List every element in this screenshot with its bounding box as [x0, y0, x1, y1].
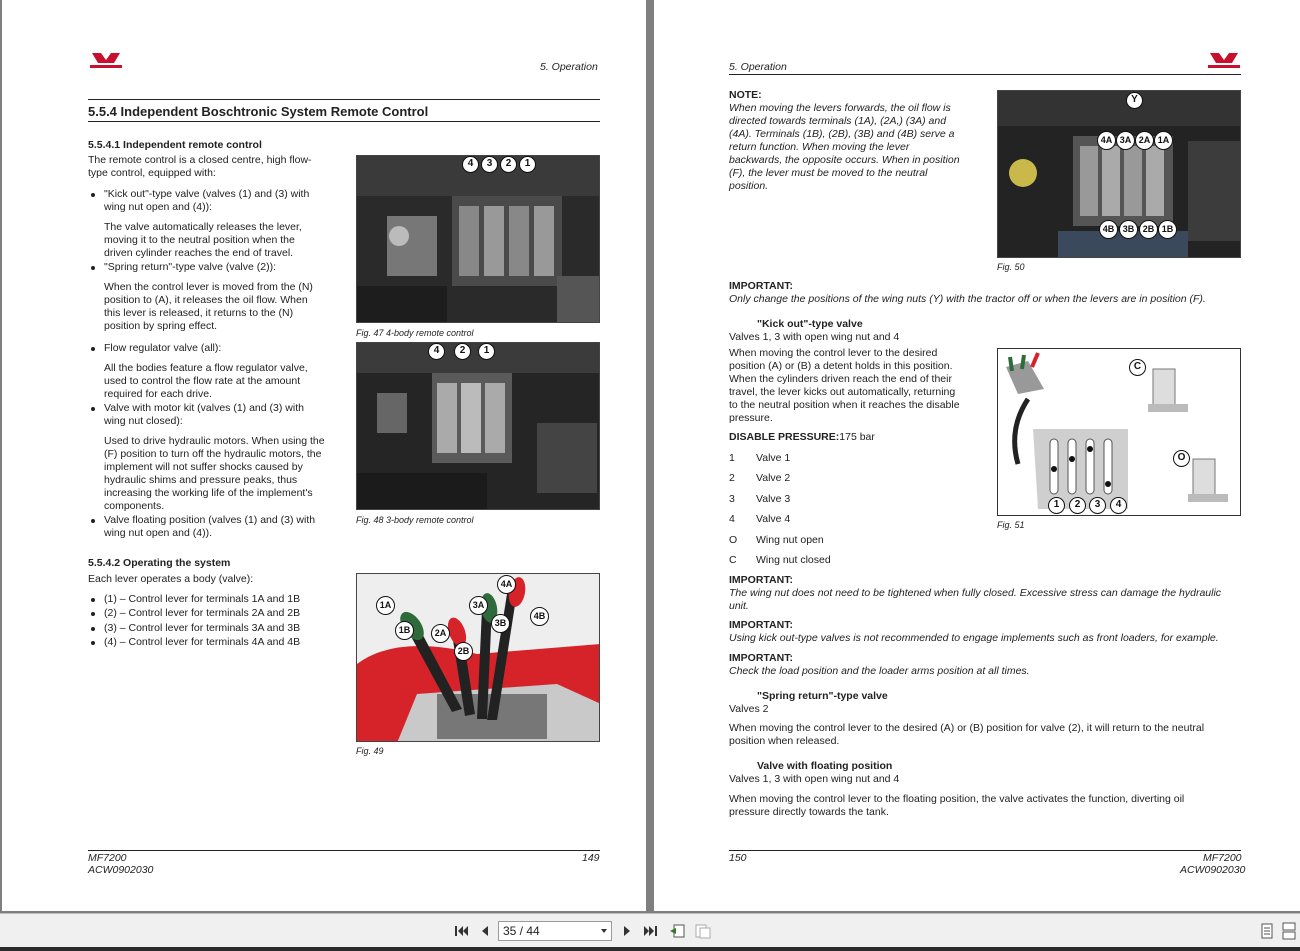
next-page-icon[interactable]	[618, 922, 636, 940]
bullet-desc: moving it to the neutral position when the	[104, 234, 295, 246]
figure-50-caption: Fig. 50	[997, 262, 1025, 272]
callout-2a: 2A	[431, 624, 450, 643]
important-text: unit.	[729, 600, 749, 612]
page-number: 149	[582, 852, 600, 864]
note-text: position.	[729, 180, 769, 192]
callout-4: 4	[462, 156, 479, 173]
bullet-text: wing nut open and (4)).	[104, 527, 212, 539]
viewer-toolbar	[0, 913, 1300, 947]
go-forward-icon[interactable]	[694, 922, 712, 940]
callout-3: 3	[1089, 497, 1106, 514]
spring-return-title: "Spring return"-type valve	[757, 690, 888, 702]
callout-2: 2	[1069, 497, 1086, 514]
footer-code: ACW0902030	[1180, 864, 1246, 876]
floating-desc: When moving the control lever to the floating position, the valve activates the function, diverting oil	[729, 793, 1185, 805]
bullet	[91, 612, 95, 616]
bullet-desc: required for each drive.	[104, 388, 212, 400]
callout-3a: 3A	[469, 596, 488, 615]
continuous-view-icon[interactable]	[1280, 922, 1298, 940]
go-back-icon[interactable]	[668, 922, 686, 940]
massey-ferguson-logo	[1206, 52, 1242, 70]
bullet-desc: The valve automatically releases the lever,	[104, 221, 302, 233]
intro-line: type control, equipped with:	[88, 167, 216, 179]
figure-49-caption: Fig. 49	[356, 746, 384, 756]
legend-key: 4	[729, 513, 735, 525]
bullet-text: Valve floating position (valves (1) and (3) with	[104, 514, 316, 526]
kick-out-desc: travel, the lever kicks out automatically, returning	[729, 386, 956, 398]
bullet-desc: driven cylinder reaches the end of travel.	[104, 247, 294, 259]
page-150	[654, 0, 1300, 911]
callout-1a: 1A	[376, 596, 395, 615]
figure-47-caption: Fig. 47 4-body remote control	[356, 328, 474, 338]
important-label: IMPORTANT:	[729, 280, 793, 292]
legend-value: Valve 4	[756, 513, 791, 525]
lever-item: (3) – Control lever for terminals 3A and 3B	[104, 622, 301, 634]
bullet-desc: position to (A), it releases the oil flow. When	[104, 294, 308, 306]
note-text: directed towards terminals (1A), (2A,) (3A) and	[729, 115, 947, 127]
important-label: IMPORTANT:	[729, 619, 793, 631]
figure-47-photo	[356, 155, 600, 323]
callout-1: 1	[478, 343, 495, 360]
callout-4a: 4A	[497, 575, 516, 594]
bullet-desc: this lever is released, it returns to the (N)	[104, 307, 294, 319]
single-page-view-icon[interactable]	[1258, 922, 1276, 940]
massey-ferguson-logo	[88, 52, 124, 70]
bullet-desc: increasing the working life of the implement's	[104, 487, 313, 499]
disable-pressure-label: DISABLE PRESSURE:	[729, 431, 840, 443]
intro-line: The remote control is a closed centre, high flow-	[88, 154, 312, 166]
callout-1: 1	[519, 156, 536, 173]
kick-out-desc: to the neutral position when it reaches the disable	[729, 399, 960, 411]
callout-1a: 1A	[1154, 131, 1173, 150]
important-text: Only change the positions of the wing nuts (Y) with the tractor off or when the levers are in position (F).	[729, 293, 1206, 305]
bullet-desc: used to control the flow rate at the amount	[104, 375, 301, 387]
callout-4a: 4A	[1097, 131, 1116, 150]
note-text: (4A). Terminals (1B), (2B), (3B) and (4B) serve a	[729, 128, 955, 140]
callout-2: 2	[454, 343, 471, 360]
subsection-title: 5.5.4.2 Operating the system	[88, 557, 231, 569]
callout-o: O	[1173, 450, 1190, 467]
bullet	[91, 407, 95, 411]
legend-key: O	[729, 534, 738, 546]
callout-1: 1	[1048, 497, 1065, 514]
note-text: return function. When moving the lever	[729, 141, 910, 153]
figure-51-illustration	[997, 348, 1241, 516]
legend-key: 3	[729, 493, 735, 505]
disable-pressure-value: 175 bar	[839, 431, 875, 443]
callout-3b: 3B	[1119, 220, 1138, 239]
bullet	[91, 598, 95, 602]
note-text: When moving the levers forwards, the oil flow is	[729, 102, 951, 114]
page-149	[2, 0, 646, 911]
bullet	[91, 347, 95, 351]
page-selector[interactable]	[498, 921, 612, 941]
callout-2: 2	[500, 156, 517, 173]
lever-item: (1) – Control lever for terminals 1A and 1B	[104, 593, 301, 605]
last-page-icon[interactable]	[642, 922, 660, 940]
important-label: IMPORTANT:	[729, 652, 793, 664]
legend-key: C	[729, 554, 737, 566]
first-page-icon[interactable]	[452, 922, 470, 940]
callout-3: 3	[481, 156, 498, 173]
bullet-desc: implement will not suffer shocks caused by	[104, 461, 303, 473]
note-text: (F), the lever must be moved to the neutral	[729, 167, 928, 179]
important-text: Check the load position and the loader arms position at all times.	[729, 665, 1030, 677]
callout-4b: 4B	[1099, 220, 1118, 239]
bullet-text: Valve with motor kit (valves (1) and (3) with	[104, 402, 304, 414]
figure-48-caption: Fig. 48 3-body remote control	[356, 515, 474, 525]
note-label: NOTE:	[729, 89, 762, 101]
callout-4b: 4B	[530, 607, 549, 626]
legend-value: Wing nut open	[756, 534, 824, 546]
bullet-text: wing nut closed):	[104, 415, 183, 427]
bullet-desc: (F) position to turn off the hydraulic motors, the	[104, 448, 322, 460]
sub2-intro: Each lever operates a body (valve):	[88, 573, 254, 585]
callout-c: C	[1129, 359, 1146, 376]
kick-out-desc: position (A) or (B) a detent holds in this position.	[729, 360, 953, 372]
bullet	[91, 266, 95, 270]
figure-48-photo	[356, 342, 600, 510]
header-section: 5. Operation	[540, 61, 598, 73]
bullet-desc: All the bodies feature a flow regulator valve,	[104, 362, 308, 374]
spring-return-desc: position when released.	[729, 735, 840, 747]
bullet-text: "Kick out"-type valve (valves (1) and (3) with	[104, 188, 310, 200]
callout-y: Y	[1126, 92, 1143, 109]
header-section: 5. Operation	[729, 61, 787, 73]
callout-2b: 2B	[454, 642, 473, 661]
bullet-desc: Used to drive hydraulic motors. When using the	[104, 435, 325, 447]
bullet-desc: hydraulic shims and pressure peaks, thus	[104, 474, 298, 486]
figure-51-caption: Fig. 51	[997, 520, 1025, 530]
legend-value: Valve 1	[756, 452, 791, 464]
bullet-text: Flow regulator valve (all):	[104, 342, 222, 354]
bullet-desc: When the control lever is moved from the (N)	[104, 281, 313, 293]
lever-item: (2) – Control lever for terminals 2A and 2B	[104, 607, 301, 619]
legend-value: Wing nut closed	[756, 554, 831, 566]
callout-2b: 2B	[1139, 220, 1158, 239]
floating-title: Valve with floating position	[757, 760, 893, 772]
chevron-down-icon[interactable]	[601, 929, 607, 933]
important-text: The wing nut does not need to be tightened when fully closed. Excessive stress can damage the hydraulic	[729, 587, 1222, 599]
lever-item: (4) – Control lever for terminals 4A and 4B	[104, 636, 301, 648]
bullet-text: wing nut open and (4)):	[104, 201, 212, 213]
legend-value: Valve 3	[756, 493, 791, 505]
kick-out-title: "Kick out"-type valve	[757, 318, 863, 330]
bullet-desc: position by spring effect.	[104, 320, 218, 332]
kick-out-desc: When the cylinders driven reach the end of their	[729, 373, 952, 385]
previous-page-icon[interactable]	[476, 922, 494, 940]
note-text: backwards, the opposite occurs. When in position	[729, 154, 960, 166]
callout-1b: 1B	[1158, 220, 1177, 239]
bullet-desc: components.	[104, 500, 165, 512]
bullet	[91, 193, 95, 197]
taskbar	[0, 947, 1300, 951]
footer-model: MF7200	[88, 852, 127, 864]
callout-3a: 3A	[1116, 131, 1135, 150]
important-text: Using kick out-type valves is not recommended to engage implements such as front loaders, for example.	[729, 632, 1219, 644]
callout-3b: 3B	[491, 614, 510, 633]
page-number: 150	[729, 852, 747, 864]
floating-valves: Valves 1, 3 with open wing nut and 4	[729, 773, 900, 785]
spring-return-desc: When moving the control lever to the desired (A) or (B) position for valve (2), it will return to the neutral	[729, 722, 1205, 734]
legend-key: 1	[729, 452, 735, 464]
callout-4: 4	[1110, 497, 1127, 514]
important-label: IMPORTANT:	[729, 574, 793, 586]
callout-1b: 1B	[395, 621, 414, 640]
legend-value: Valve 2	[756, 472, 791, 484]
kick-out-valves: Valves 1, 3 with open wing nut and 4	[729, 331, 900, 343]
bullet	[91, 627, 95, 631]
page-indicator: 35 / 44	[503, 924, 540, 938]
legend-key: 2	[729, 472, 735, 484]
footer-model: MF7200	[1203, 852, 1242, 864]
floating-desc: pressure directly towards the tank.	[729, 806, 889, 818]
callout-4: 4	[428, 343, 445, 360]
subsection-title: 5.5.4.1 Independent remote control	[88, 139, 262, 151]
section-heading: 5.5.4 Independent Boschtronic System Remote Control	[88, 104, 429, 119]
callout-2a: 2A	[1135, 131, 1154, 150]
bullet-text: "Spring return"-type valve (valve (2)):	[104, 261, 277, 273]
bullet	[91, 519, 95, 523]
bullet	[91, 641, 95, 645]
disable-pressure	[729, 431, 875, 444]
kick-out-desc: pressure.	[729, 412, 773, 424]
kick-out-desc: When moving the control lever to the desired	[729, 347, 938, 359]
footer-code: ACW0902030	[88, 864, 154, 876]
spring-return-valves: Valves 2	[729, 703, 769, 715]
